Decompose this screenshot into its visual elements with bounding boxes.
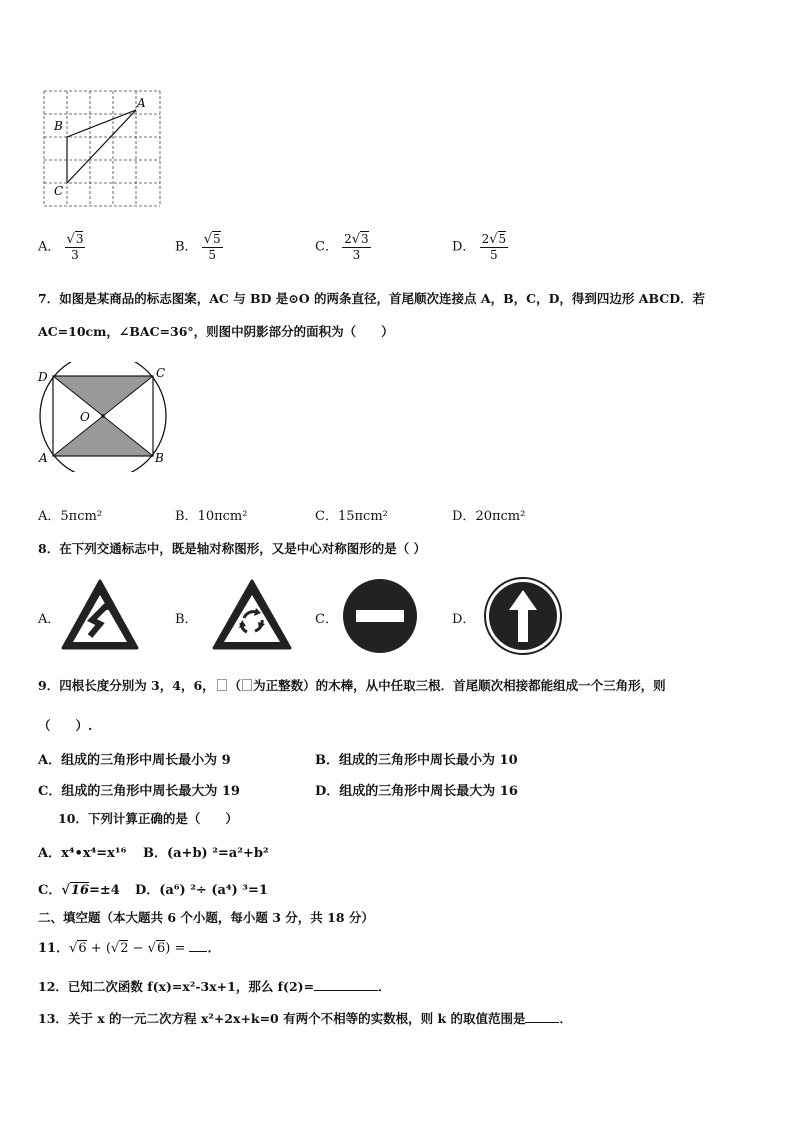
q9-option-c[interactable]: C．组成的三角形中周长最大为 19 [38,784,240,799]
q10-option-c[interactable]: C．√16=±4 [38,883,120,898]
q6-label-c: C [54,184,64,198]
q11-question: 11．√6 + (√2 − √6) = ． [38,941,221,956]
q7-question-line1: 7．如图是某商品的标志图案，AC 与 BD 是⊙O 的两条直径，首尾顺次连接点 A，B，C，D，得到四边形 ABCD．若 [38,291,706,306]
q7-circle-figure [32,362,177,472]
q8-option-c-letter[interactable]: C． [315,612,338,627]
q7-option-b[interactable]: B．10πcm² [175,509,248,524]
q6-label-b: B [54,119,63,133]
q12-answer-blank[interactable] [314,990,378,991]
missing-glyph-box [242,679,252,691]
q6-option-b-letter: B． [175,239,198,255]
q13-answer-blank[interactable] [525,1022,559,1023]
straight-ahead-sign-icon [483,576,563,656]
q6-option-a[interactable] [38,232,85,262]
q6-label-a: A [137,96,146,110]
q6-triangle [67,110,136,183]
q6-option-b-fraction: $\frac{√5}{5}$ [203,232,221,262]
q8-question: 8．在下列交通标志中，既是轴对称图形，又是中心对称图形的是（ ） [38,541,427,556]
q6-option-d-fraction: $\frac{2√5}{5}$ [481,232,507,262]
q10-option-a[interactable]: A．x⁴•x⁴=x¹⁶ [38,846,127,861]
q12-question: 12．已知二次函数 f(x)=x²-3x+1，那么 f(2)= ． [38,979,391,994]
q6-option-d-letter: D． [452,239,476,255]
q9-option-b[interactable]: B．组成的三角形中周长最小为 10 [315,753,518,768]
q6-option-c[interactable] [315,232,371,262]
q9-option-a[interactable]: A．组成的三角形中周长最小为 9 [38,753,231,768]
q6-option-d[interactable] [452,232,508,262]
no-entry-sign-icon [340,578,420,654]
q7-question-line2: AC=10cm，∠BAC=36°，则图中阴影部分的面积为（ ） [38,324,394,339]
roundabout-warning-sign-icon [210,578,294,652]
curve-warning-sign-icon [60,578,140,652]
q8-option-d-letter[interactable]: D． [452,612,476,627]
q6-option-b[interactable] [175,232,223,262]
q6-option-c-fraction: $\frac{2√3}{3}$ [344,232,369,262]
q7-option-a[interactable]: A．5πcm² [38,509,103,524]
q11-answer-blank[interactable] [189,951,207,952]
q7-label-d: D [38,370,48,384]
q7-option-c[interactable]: C．15πcm² [315,509,388,524]
q8-option-a-letter[interactable]: A． [38,612,61,627]
q10-question: 10．下列计算正确的是（ ） [58,811,238,826]
q9-question-line2: （ ）. [38,718,93,733]
q8-option-b-letter[interactable]: B． [175,612,198,627]
q7-label-a: A [39,451,48,465]
q7-label-o: O [80,410,90,424]
q7-shaded-top [53,376,153,416]
q6-option-c-letter: C． [315,239,338,255]
q6-option-a-fraction: $\frac{√3}{3}$ [66,232,84,262]
q7-label-c: C [156,366,166,380]
q7-label-b: B [155,451,164,465]
q9-question-line1: 9．四根长度分别为 3，4，6， （ 为正整数）的木棒，从中任取三根．首尾顺次相接都能组成一个三角形，则 [38,678,666,693]
section-2-title: 二、填空题（本大题共 6 个小题，每小题 3 分，共 18 分） [38,910,374,925]
q13-question: 13．关于 x 的一元二次方程 x²+2x+k=0 有两个不相等的实数根，则 k 的取值范围是 ． [38,1011,572,1026]
q7-option-d[interactable]: D．20πcm² [452,509,526,524]
q7-shaded-bottom [53,416,153,456]
q9-option-d[interactable]: D．组成的三角形中周长最大为 16 [315,784,518,799]
q10-option-d[interactable]: D．(a⁶) ²÷ (a⁴) ³=1 [135,883,268,898]
q6-grid-figure [38,85,168,210]
q10-option-b[interactable]: B．(a+b) ²=a²+b² [143,846,269,861]
missing-glyph-box [217,679,227,691]
q6-option-a-letter: A． [38,239,61,255]
